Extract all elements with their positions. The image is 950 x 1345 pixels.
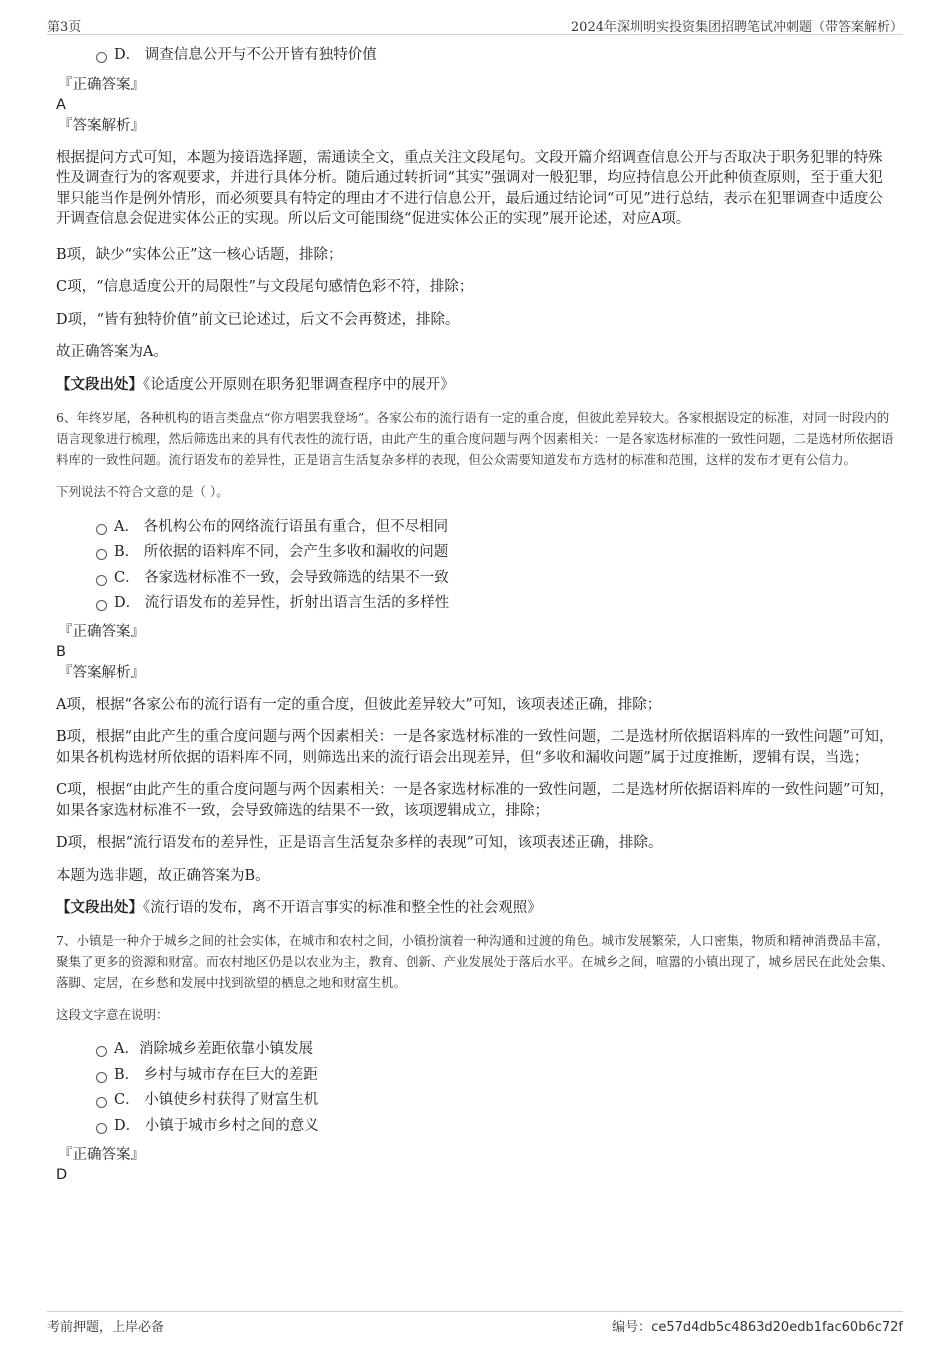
radio-icon[interactable] <box>96 549 107 560</box>
q5-analysis-paragraph: 根据提问方式可知，本题为接语选择题，需通读全文，重点关注文段尾句。文段开篇介绍调查信息公开与否取决于职务犯罪的特殊性及调查行为的客观要求，并进行具体分析。随后通过转折词“其实”强调对一般犯罪，均应持信息公开此种侦查原则，至于重大犯罪只能当作是例外情形，而必须要具有特定的理由才不进行信息公开，最后通过结论词“可见”进行总结，表示在犯罪调查中适度公开调查信息会促进实体公正的实现。所以后文可能围绕“促进实体公正的实现”展开论述，对应A项。 <box>56 149 883 227</box>
source-label: 【文段出处】 <box>56 899 143 916</box>
q5-analysis-c: C项，“信息适度公开的局限性”与文段尾句感情色彩不符，排除； <box>56 279 474 295</box>
q5-analysis-b: B项，缺少“实体公正”这一核心话题，排除； <box>56 246 343 263</box>
radio-icon[interactable] <box>96 600 107 611</box>
q5-analysis-d: D项，“皆有独特价值”前文已论述过，后文不会再赘述，排除。 <box>56 311 460 328</box>
q5-conclusion: 故正确答案为A。 <box>56 344 168 360</box>
q6-source <box>56 898 896 918</box>
radio-icon[interactable] <box>96 575 107 586</box>
q6-analysis-b: B项，根据“由此产生的重合度问题与两个因素相关：一是各家选材标准的一致性问题，二是选材所依据语料库的一致性问题”可知，如果各机构选材所依据的语料库不同，则筛选出来的流行语会出现差异，但“多收和漏收问题”属于过度推断，逻辑有误，当选； <box>56 729 894 766</box>
q6-analysis-label: 『答案解析』 <box>58 664 145 681</box>
q6-option-c[interactable]: C． 各家选材标准不一致，会导致筛选的结果不一致 <box>56 567 896 593</box>
radio-icon[interactable] <box>96 1072 107 1083</box>
radio-icon[interactable] <box>96 1097 107 1108</box>
q7-answer: D <box>56 1167 68 1183</box>
radio-icon[interactable] <box>96 524 107 535</box>
code-label: 编号： <box>612 1320 652 1335</box>
q5-option-d[interactable]: D． 调查信息公开与不公开皆有独特价值 <box>56 44 896 70</box>
page-footer <box>47 1311 903 1336</box>
document-body <box>56 44 896 1185</box>
q6-option-a[interactable]: A． 各机构公布的网络流行语虽有重合，但不尽相同 <box>56 516 896 542</box>
q7-stem: 7、小镇是一种介于城乡之间的社会实体，在城市和农村之间，小镇扮演着一种沟通和过渡的角色。城市发展繁荣，人口密集，物质和精神消费品丰富，聚集了更多的资源和财富。而农村地区仍是以农业为主，教育、创新、产业发展处于落后水平。在城乡之间，喧嚣的小镇出现了，城乡居民在此处会集、落脚、定居，在乡愁和发展中找到欲望的栖息之地和财富生机。 <box>56 933 894 990</box>
page-header <box>47 14 903 35</box>
q6-answer-label: 『正确答案』 <box>58 623 145 640</box>
q6-analysis-a: A项，根据“各家公布的流行语有一定的重合度，但彼此差异较大”可知，该项表述正确，排除； <box>56 696 662 713</box>
q5-source <box>56 375 896 395</box>
document-title: 2024年深圳明实投资集团招聘笔试冲刺题（带答案解析） <box>570 20 903 35</box>
q6-analysis-c: C项，根据“由此产生的重合度问题与两个因素相关：一是各家选材标准的一致性问题，二是选材所依据语料库的一致性问题”可知，如果各家选材标准不一致，会导致筛选的结果不一致，该项逻辑成立，排除； <box>56 782 894 819</box>
q6-stem: 6、年终岁尾，各种机构的语言类盘点“你方唱罢我登场”。各家公布的流行语有一定的重合度，但彼此差异较大。各家根据设定的标准，对同一时段内的语言现象进行梳理，然后筛选出来的具有代表性的流行语，由此产生的重合度问题与两个因素相关：一是各家选材标准的一致性问题，二是选材所依据语料库的一致性问题。流行语发布的差异性，正是语言生活复杂多样的表现，但公众需要知道发布方选材的标准和范围，这样的发布才更有公信力。 <box>56 409 894 467</box>
q7-option-d[interactable]: D． 小镇于城市乡村之间的意义 <box>56 1115 896 1141</box>
q6-conclusion: 本题为选非题，故正确答案为B。 <box>56 867 270 884</box>
q7-option-a[interactable]: A．消除城乡差距依靠小镇发展 <box>56 1038 896 1064</box>
q6-analysis-d: D项，根据“流行语发布的差异性，正是语言生活复杂多样的表现”可知，该项表述正确，排除。 <box>56 835 663 851</box>
document-code <box>612 1316 903 1335</box>
q7-question: 这段文字意在说明： <box>56 1007 169 1022</box>
source-label: 【文段出处】 <box>56 375 143 393</box>
source-title: 《流行语的发布，离不开语言事实的标准和整全性的社会观照》 <box>143 900 542 916</box>
q6-answer: B <box>56 643 66 660</box>
q5-analysis-label: 『答案解析』 <box>58 117 145 134</box>
source-title: 《论适度公开原则在职务犯罪调查程序中的展开》 <box>143 376 455 393</box>
q6-options <box>56 516 896 618</box>
page-number: 第3页 <box>47 20 82 35</box>
q7-option-b[interactable]: B． 乡村与城市存在巨大的差距 <box>56 1064 896 1090</box>
q7-option-c[interactable]: C． 小镇使乡村获得了财富生机 <box>56 1089 896 1115</box>
q5-answer: A <box>56 96 66 113</box>
radio-icon[interactable] <box>96 52 107 63</box>
q6-option-d[interactable]: D． 流行语发布的差异性，折射出语言生活的多样性 <box>56 592 896 618</box>
q6-question: 下列说法不符合文意的是（ ）。 <box>56 483 229 499</box>
code-value: ce57d4db5c4863d20edb1fac60b6c72f <box>651 1320 903 1335</box>
q7-options <box>56 1038 896 1140</box>
q7-answer-label: 『正确答案』 <box>58 1147 145 1163</box>
footer-slogan: 考前押题，上岸必备 <box>47 1320 165 1335</box>
q6-option-b[interactable]: B． 所依据的语料库不同，会产生多收和漏收的问题 <box>56 541 896 567</box>
radio-icon[interactable] <box>96 1046 107 1057</box>
radio-icon[interactable] <box>96 1123 107 1134</box>
q5-answer-label: 『正确答案』 <box>58 76 145 93</box>
